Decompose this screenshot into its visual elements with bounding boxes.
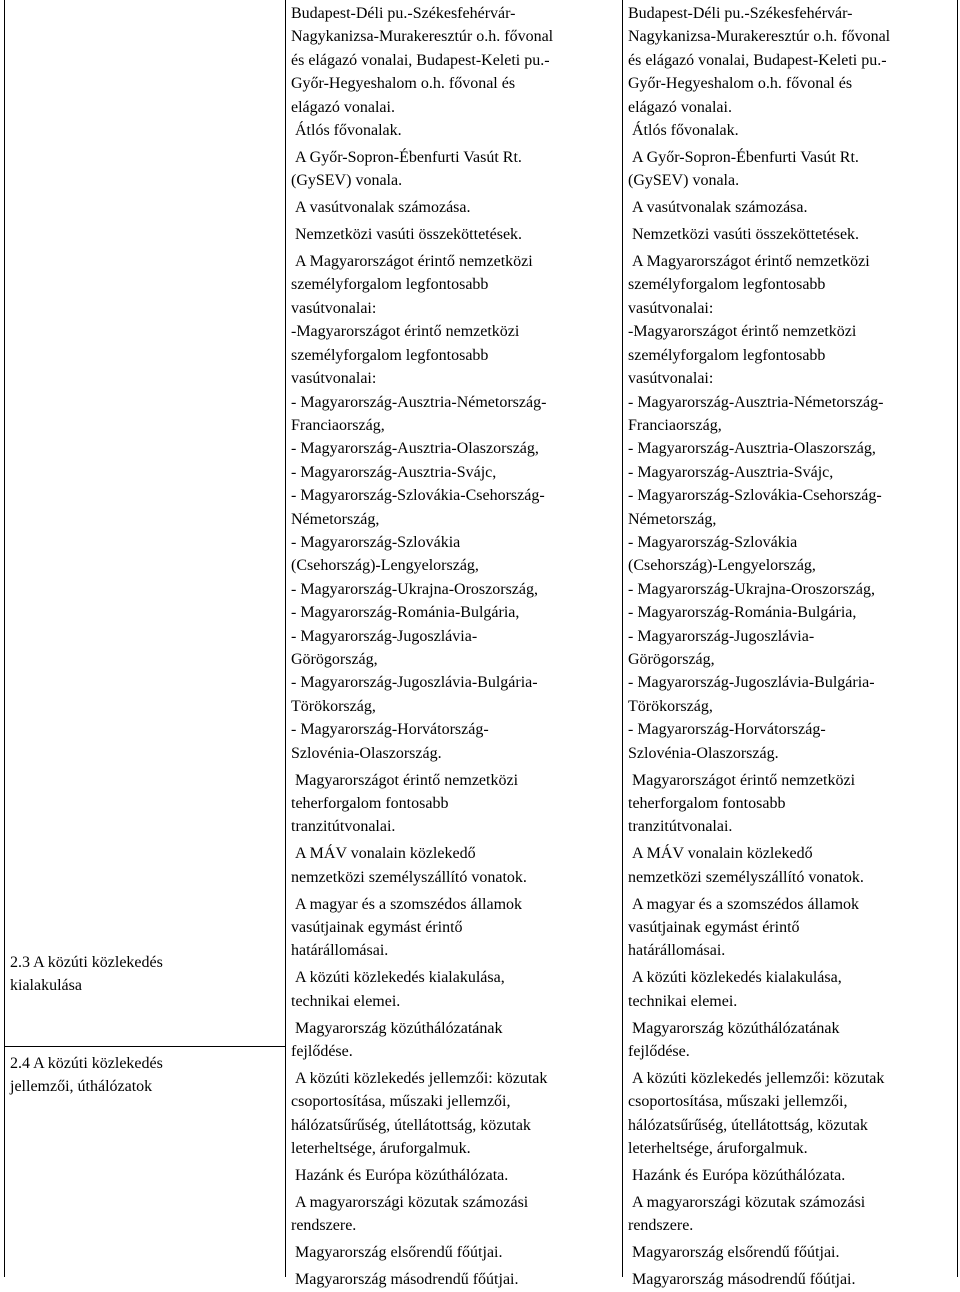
text-line: Németország, (291, 510, 380, 528)
curriculum-item (628, 119, 956, 142)
curriculum-item (628, 250, 956, 765)
content-column-right (628, 2, 956, 1292)
table-border-right (957, 0, 958, 1277)
text-line: - Magyarország-Ausztria-Svájc, (291, 463, 497, 481)
text-line: A vasútvonalak számozása. (632, 199, 808, 217)
text-line: Szlovénia-Olaszország. (291, 744, 442, 762)
text-line: (GySEV) vonala. (628, 172, 740, 190)
text-line: tranzitútvonalai. (628, 818, 733, 836)
topic-line: kialakulása (10, 977, 82, 995)
text-line: -Magyarországot érintő nemzetközi (291, 323, 520, 341)
text-line: A Győr-Sopron-Ébenfurti Vasút Rt. (632, 148, 859, 166)
column-divider-2 (622, 0, 623, 1277)
text-line: leterheltsége, áruforgalmuk. (628, 1140, 808, 1158)
text-line: - Magyarország-Jugoszlávia- (628, 627, 815, 645)
text-line: technikai elemei. (628, 992, 738, 1010)
text-line: - Magyarország-Horvátország- (628, 721, 826, 739)
text-line: Átlós fővonalak. (632, 122, 739, 140)
curriculum-item (291, 1268, 617, 1291)
text-line: - Magyarország-Ausztria-Németország- (628, 393, 884, 411)
text-line: Magyarország másodrendű főútjai. (295, 1271, 519, 1289)
text-line: - Magyarország-Ausztria-Svájc, (628, 463, 834, 481)
curriculum-item (291, 250, 617, 765)
text-line: vasútvonalai: (628, 370, 714, 388)
header-paragraph (628, 2, 956, 119)
text-line: csoportosítása, műszaki jellemzői, (628, 1093, 848, 1111)
text-line: (Csehország)-Lengyelország, (291, 557, 479, 575)
text-line: Franciaország, (291, 416, 385, 434)
curriculum-item (291, 1241, 617, 1264)
text-line: Szlovénia-Olaszország. (628, 744, 779, 762)
text-line: és elágazó vonalai, Budapest-Keleti pu.- (628, 51, 887, 69)
column-divider-1 (285, 0, 286, 1277)
text-line: személyforgalom legfontosabb (291, 276, 489, 294)
text-line: Hazánk és Európa közúthálózata. (632, 1167, 846, 1184)
text-line: - Magyarország-Ukrajna-Oroszország, (291, 580, 538, 598)
curriculum-item (628, 146, 956, 193)
text-line: vasútjainak egymást érintő (628, 918, 800, 936)
text-line: Győr-Hegyeshalom o.h. fővonal és (291, 75, 516, 93)
text-line: - Magyarország-Szlovákia-Csehország- (628, 487, 882, 505)
text-line: - Magyarország-Ausztria-Olaszország, (291, 440, 539, 458)
curriculum-item (291, 966, 617, 1013)
topic-line: 2.4 A közúti közlekedés (10, 1055, 163, 1072)
text-line: teherforgalom fontosabb (291, 794, 449, 812)
text-line: - Magyarország-Jugoszlávia- (291, 627, 478, 645)
content-column-middle (291, 2, 617, 1292)
content-block (628, 2, 956, 1292)
text-line: elágazó vonalai. (628, 98, 732, 116)
text-line: Győr-Hegyeshalom o.h. fővonal és (628, 75, 853, 93)
text-line: - Magyarország-Szlovákia-Csehország- (291, 487, 545, 505)
text-line: technikai elemei. (291, 992, 401, 1010)
curriculum-item (628, 1017, 956, 1064)
text-line: vasútvonalai: (628, 299, 714, 317)
text-line: - Magyarország-Románia-Bulgária, (291, 604, 520, 622)
text-line: Magyarország közúthálózatának (295, 1019, 503, 1037)
text-line: Görögország, (628, 650, 715, 668)
curriculum-item (628, 1164, 956, 1187)
text-line: nemzetközi személyszállító vonatok. (291, 868, 527, 886)
curriculum-item (628, 1241, 956, 1264)
curriculum-item (291, 196, 617, 219)
text-line: (GySEV) vonala. (291, 172, 403, 190)
topic-line: jellemzői, úthálózatok (10, 1078, 153, 1096)
curriculum-item (291, 1164, 617, 1187)
text-line: Hazánk és Európa közúthálózata. (295, 1167, 509, 1184)
curriculum-item (628, 966, 956, 1013)
curriculum-item (628, 223, 956, 246)
text-line: A magyar és a szomszédos államok (295, 895, 523, 913)
text-line: A Magyarországot érintő nemzetközi (295, 253, 533, 271)
text-line: leterheltsége, áruforgalmuk. (291, 1140, 471, 1158)
text-line: csoportosítása, műszaki jellemzői, (291, 1093, 511, 1111)
curriculum-item (628, 769, 956, 839)
text-line: A magyarországi közutak számozási (295, 1193, 529, 1211)
text-line: Magyarországot érintő nemzetközi (295, 771, 519, 789)
curriculum-item (628, 1268, 956, 1291)
curriculum-item (291, 223, 617, 246)
text-line: hálózatsűrűség, útellátottság, közutak (628, 1116, 868, 1134)
text-line: A Győr-Sopron-Ébenfurti Vasút Rt. (295, 148, 522, 166)
text-line: A magyar és a szomszédos államok (632, 895, 860, 913)
text-line: A magyarországi közutak számozási (632, 1193, 866, 1211)
text-line: - Magyarország-Horvátország- (291, 721, 489, 739)
text-line: Nagykanizsa-Murakeresztúr o.h. fővonal (291, 28, 554, 46)
text-line: Nemzetközi vasúti összeköttetések. (295, 226, 523, 244)
text-line: személyforgalom legfontosabb (628, 346, 826, 364)
text-line: Magyarország közúthálózatának (632, 1019, 840, 1037)
text-line: A közúti közlekedés jellemzői: közutak (295, 1069, 548, 1087)
text-line: személyforgalom legfontosabb (628, 276, 826, 294)
text-line: - Magyarország-Jugoszlávia-Bulgária- (628, 674, 875, 692)
text-line: (Csehország)-Lengyelország, (628, 557, 816, 575)
header-paragraph (291, 2, 617, 119)
curriculum-item (291, 769, 617, 839)
text-line: -Magyarországot érintő nemzetközi (628, 323, 857, 341)
curriculum-item (291, 1067, 617, 1161)
curriculum-item (291, 146, 617, 193)
curriculum-item (628, 893, 956, 963)
text-line: Magyarországot érintő nemzetközi (632, 771, 856, 789)
text-line: vasútvonalai: (291, 370, 377, 388)
text-line: Nagykanizsa-Murakeresztúr o.h. fővonal (628, 28, 891, 46)
text-line: Németország, (628, 510, 717, 528)
curriculum-item (291, 842, 617, 889)
text-line: - Magyarország-Ausztria-Olaszország, (628, 440, 876, 458)
text-line: hálózatsűrűség, útellátottság, közutak (291, 1116, 531, 1134)
text-line: A közúti közlekedés jellemzői: közutak (632, 1069, 885, 1087)
text-line: A vasútvonalak számozása. (295, 199, 471, 217)
text-line: A MÁV vonalain közlekedő (632, 845, 813, 863)
text-line: - Magyarország-Ausztria-Németország- (291, 393, 547, 411)
text-line: teherforgalom fontosabb (628, 794, 786, 812)
text-line: Magyarország elsőrendű főútjai. (295, 1244, 503, 1262)
text-line: A közúti közlekedés kialakulása, (295, 969, 505, 987)
text-line: nemzetközi személyszállító vonatok. (628, 868, 864, 886)
text-line: és elágazó vonalai, Budapest-Keleti pu.- (291, 51, 550, 69)
table-border-left (4, 0, 5, 1277)
text-line: Törökország, (628, 697, 713, 715)
text-line: Budapest-Déli pu.-Székesfehérvár- (291, 5, 516, 22)
text-line: A közúti közlekedés kialakulása, (632, 969, 842, 987)
text-line: - Magyarország-Jugoszlávia-Bulgária- (291, 674, 538, 692)
text-line: vasútvonalai: (291, 299, 377, 317)
text-line: Nemzetközi vasúti összeköttetések. (632, 226, 860, 244)
curriculum-item (291, 1191, 617, 1238)
topic-2-3 (10, 951, 280, 998)
topic-2-4 (10, 1052, 280, 1099)
row-divider (4, 1046, 285, 1047)
curriculum-item (628, 196, 956, 219)
text-line: Magyarország másodrendű főútjai. (632, 1271, 856, 1289)
text-line: rendszere. (291, 1217, 357, 1235)
text-line: Görögország, (291, 650, 378, 668)
text-line: Átlós fővonalak. (295, 122, 402, 140)
text-line: személyforgalom legfontosabb (291, 346, 489, 364)
text-line: A MÁV vonalain közlekedő (295, 845, 476, 863)
text-line: - Magyarország-Ukrajna-Oroszország, (628, 580, 875, 598)
text-line: fejlődése. (628, 1042, 690, 1060)
text-line: fejlődése. (291, 1042, 353, 1060)
curriculum-item (291, 1017, 617, 1064)
topic-line: 2.3 A közúti közlekedés (10, 954, 163, 971)
text-line: elágazó vonalai. (291, 98, 395, 116)
text-line: vasútjainak egymást érintő (291, 918, 463, 936)
text-line: - Magyarország-Szlovákia (628, 533, 798, 551)
text-line: - Magyarország-Szlovákia (291, 533, 461, 551)
text-line: Magyarország elsőrendű főútjai. (632, 1244, 840, 1262)
text-line: Franciaország, (628, 416, 722, 434)
curriculum-item (291, 119, 617, 142)
content-block (291, 2, 617, 1292)
curriculum-item (628, 1191, 956, 1238)
text-line: határállomásai. (628, 942, 726, 960)
curriculum-item (628, 1067, 956, 1161)
text-line: határállomásai. (291, 942, 389, 960)
curriculum-item (291, 893, 617, 963)
text-line: Törökország, (291, 697, 376, 715)
text-line: A Magyarországot érintő nemzetközi (632, 253, 870, 271)
text-line: tranzitútvonalai. (291, 818, 396, 836)
text-line: - Magyarország-Románia-Bulgária, (628, 604, 857, 622)
curriculum-item (628, 842, 956, 889)
text-line: rendszere. (628, 1217, 694, 1235)
text-line: Budapest-Déli pu.-Székesfehérvár- (628, 5, 853, 22)
